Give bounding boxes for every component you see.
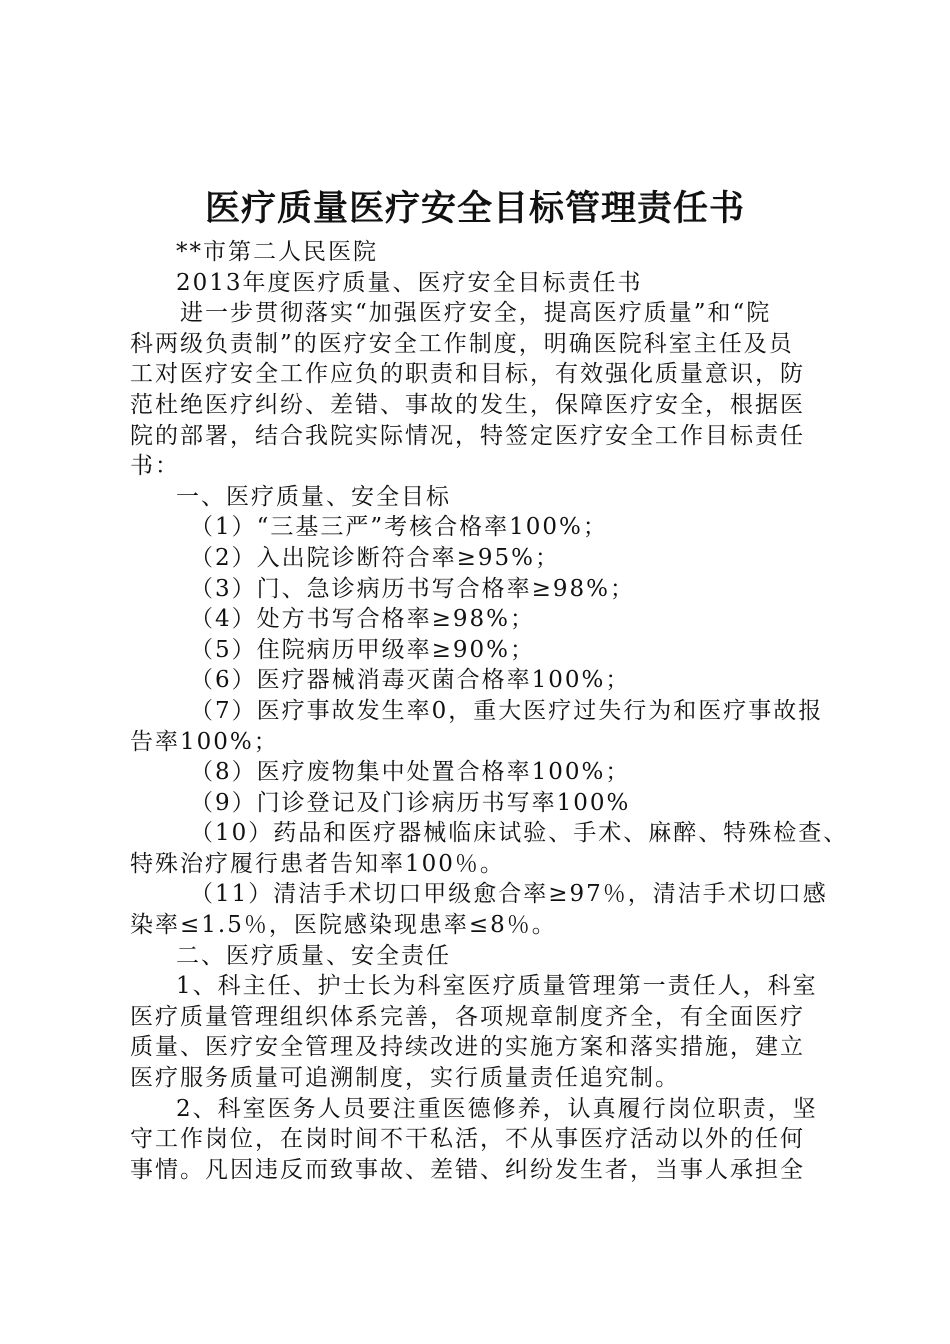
list-item: （3）门、急诊病历书写合格率≥98%； <box>190 575 636 602</box>
document-body <box>130 237 849 1185</box>
paragraph-line: 范杜绝医疗纠纷、差错、事故的发生，保障医疗安全，根据医 <box>130 391 805 418</box>
list-item: （7）医疗事故发生率0，重大医疗过失行为和医疗事故报 <box>190 697 824 724</box>
list-item: （9）门诊登记及门诊病历书写率100% <box>190 789 631 816</box>
paragraph-line: 院的部署，结合我院实际情况，特签定医疗安全工作目标责任 <box>130 422 805 449</box>
list-item: （8）医疗废物集中处置合格率100%； <box>190 759 631 786</box>
document-title: 医疗质量医疗安全目标管理责任书 <box>204 188 745 229</box>
list-item-continuation: 告率100%； <box>130 728 279 755</box>
list-item: （10）药品和医疗器械临床试验、手术、麻醉、特殊检查、 <box>190 820 849 847</box>
section-heading: 一、医疗质量、安全目标 <box>176 483 451 510</box>
list-item: （2）入出院诊断符合率≥95%； <box>190 544 561 571</box>
paragraph-line: 2、科室医务人员要注重医德修养，认真履行岗位职责，坚 <box>176 1095 818 1122</box>
paragraph-line: 科两级负责制”的医疗安全工作制度，明确医院科室主任及员 <box>130 330 794 357</box>
paragraph-line: 守工作岗位，在岗时间不干私活，不从事医疗活动以外的任何 <box>130 1126 805 1153</box>
list-item: （4）处方书写合格率≥98%； <box>190 606 536 633</box>
list-item: （6）医疗器械消毒灭菌合格率100%； <box>190 667 631 694</box>
paragraph-line: 书： <box>130 453 180 480</box>
paragraph-line: 医疗质量管理组织体系完善，各项规章制度齐全，有全面医疗 <box>130 1003 805 1030</box>
list-item: （5）住院病历甲级率≥90%； <box>190 636 536 663</box>
subtitle-line: 2013年度医疗质量、医疗安全目标责任书 <box>176 269 643 296</box>
section-heading: 二、医疗质量、安全责任 <box>176 942 451 969</box>
list-item-continuation: 染率≤1.5％，医院感染现患率≤8％。 <box>130 912 557 939</box>
paragraph-line: 质量、医疗安全管理及持续改进的实施方案和落实措施，建立 <box>130 1034 805 1061</box>
paragraph-line: 进一步贯彻落实“加强医疗安全，提高医疗质量”和“院 <box>180 300 772 327</box>
paragraph-line: 医疗服务质量可追溯制度，实行质量责任追究制。 <box>130 1065 680 1092</box>
list-item-continuation: 特殊治疗履行患者告知率100％。 <box>130 850 505 877</box>
list-item: （1）“三基三严”考核合格率100%； <box>190 514 608 541</box>
paragraph-line: 1、科主任、护士长为科室医疗质量管理第一责任人，科室 <box>176 973 818 1000</box>
hospital-name: **市第二人民医院 <box>176 239 378 265</box>
paragraph-line: 事情。凡因违反而致事故、差错、纠纷发生者，当事人承担全 <box>130 1156 805 1183</box>
paragraph-line: 工对医疗安全工作应负的职责和目标，有效强化质量意识，防 <box>130 361 805 388</box>
list-item: （11）清洁手术切口甲级愈合率≥97％，清洁手术切口感 <box>190 881 828 908</box>
